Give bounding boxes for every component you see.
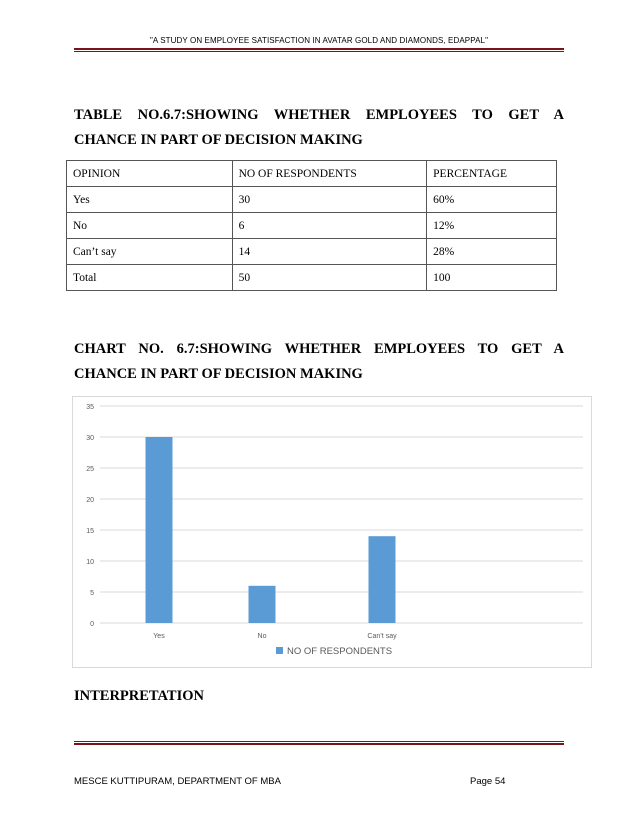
footer-rule-thick bbox=[74, 743, 564, 745]
y-tick-label: 0 bbox=[90, 621, 94, 628]
table-cell: 12% bbox=[427, 213, 557, 239]
table-cell: 100 bbox=[427, 265, 557, 291]
table-row bbox=[67, 187, 557, 213]
x-tick-label: Can’t say bbox=[367, 633, 397, 640]
table-cell: Total bbox=[67, 265, 233, 291]
bar-no bbox=[249, 586, 276, 623]
chart-heading-line1: CHART NO. 6.7:SHOWING WHETHER EMPLOYEES TO GET A bbox=[74, 341, 564, 357]
chart-frame bbox=[72, 396, 592, 668]
x-tick-label: Yes bbox=[153, 633, 165, 640]
y-tick-label: 15 bbox=[86, 528, 94, 535]
header-cell-respondents: NO OF RESPONDENTS bbox=[232, 161, 427, 187]
table-header-row bbox=[67, 161, 557, 187]
y-tick-label: 30 bbox=[86, 435, 94, 442]
table-cell: 30 bbox=[232, 187, 427, 213]
legend-label: NO OF RESPONDENTS bbox=[287, 646, 393, 657]
table-row bbox=[67, 265, 557, 291]
table-cell: 6 bbox=[232, 213, 427, 239]
table-cell: 28% bbox=[427, 239, 557, 265]
header-rule-thick bbox=[74, 48, 564, 50]
respondents-table bbox=[66, 160, 557, 291]
bar-yes bbox=[146, 437, 173, 623]
table-row bbox=[67, 213, 557, 239]
footer-left: MESCE KUTTIPURAM, DEPARTMENT OF MBA bbox=[74, 776, 281, 787]
y-tick-label: 25 bbox=[86, 466, 94, 473]
table-heading-line1: TABLE NO.6.7:SHOWING WHETHER EMPLOYEES TO GET A bbox=[74, 107, 564, 123]
table-cell: No bbox=[67, 213, 233, 239]
x-tick-label: No bbox=[257, 633, 267, 640]
bar-can-t-say bbox=[369, 536, 396, 623]
footer-rule-thin bbox=[74, 741, 564, 742]
header-rule-thin bbox=[74, 51, 564, 52]
table-heading bbox=[74, 103, 564, 153]
legend-swatch bbox=[276, 647, 283, 654]
chart-heading-line2: CHANCE IN PART OF DECISION MAKING bbox=[74, 366, 363, 382]
chart-heading bbox=[74, 337, 564, 387]
table-row bbox=[67, 239, 557, 265]
table-cell: Can’t say bbox=[67, 239, 233, 265]
running-header: "A STUDY ON EMPLOYEE SATISFACTION IN AVATAR GOLD AND DIAMONDS, EDAPPAL" bbox=[149, 36, 489, 45]
footer-page-number: Page 54 bbox=[470, 776, 506, 787]
header-cell-opinion: OPINION bbox=[67, 161, 233, 187]
y-tick-label: 20 bbox=[86, 497, 94, 504]
interpretation-heading: INTERPRETATION bbox=[74, 688, 204, 704]
y-tick-label: 5 bbox=[90, 590, 94, 597]
table-heading-line2: CHANCE IN PART OF DECISION MAKING bbox=[74, 132, 363, 148]
header-cell-percentage: PERCENTAGE bbox=[427, 161, 557, 187]
bar-chart bbox=[73, 397, 591, 667]
table-cell: Yes bbox=[67, 187, 233, 213]
y-tick-label: 35 bbox=[86, 404, 94, 411]
y-tick-label: 10 bbox=[86, 559, 94, 566]
table-cell: 60% bbox=[427, 187, 557, 213]
table-cell: 14 bbox=[232, 239, 427, 265]
table-cell: 50 bbox=[232, 265, 427, 291]
